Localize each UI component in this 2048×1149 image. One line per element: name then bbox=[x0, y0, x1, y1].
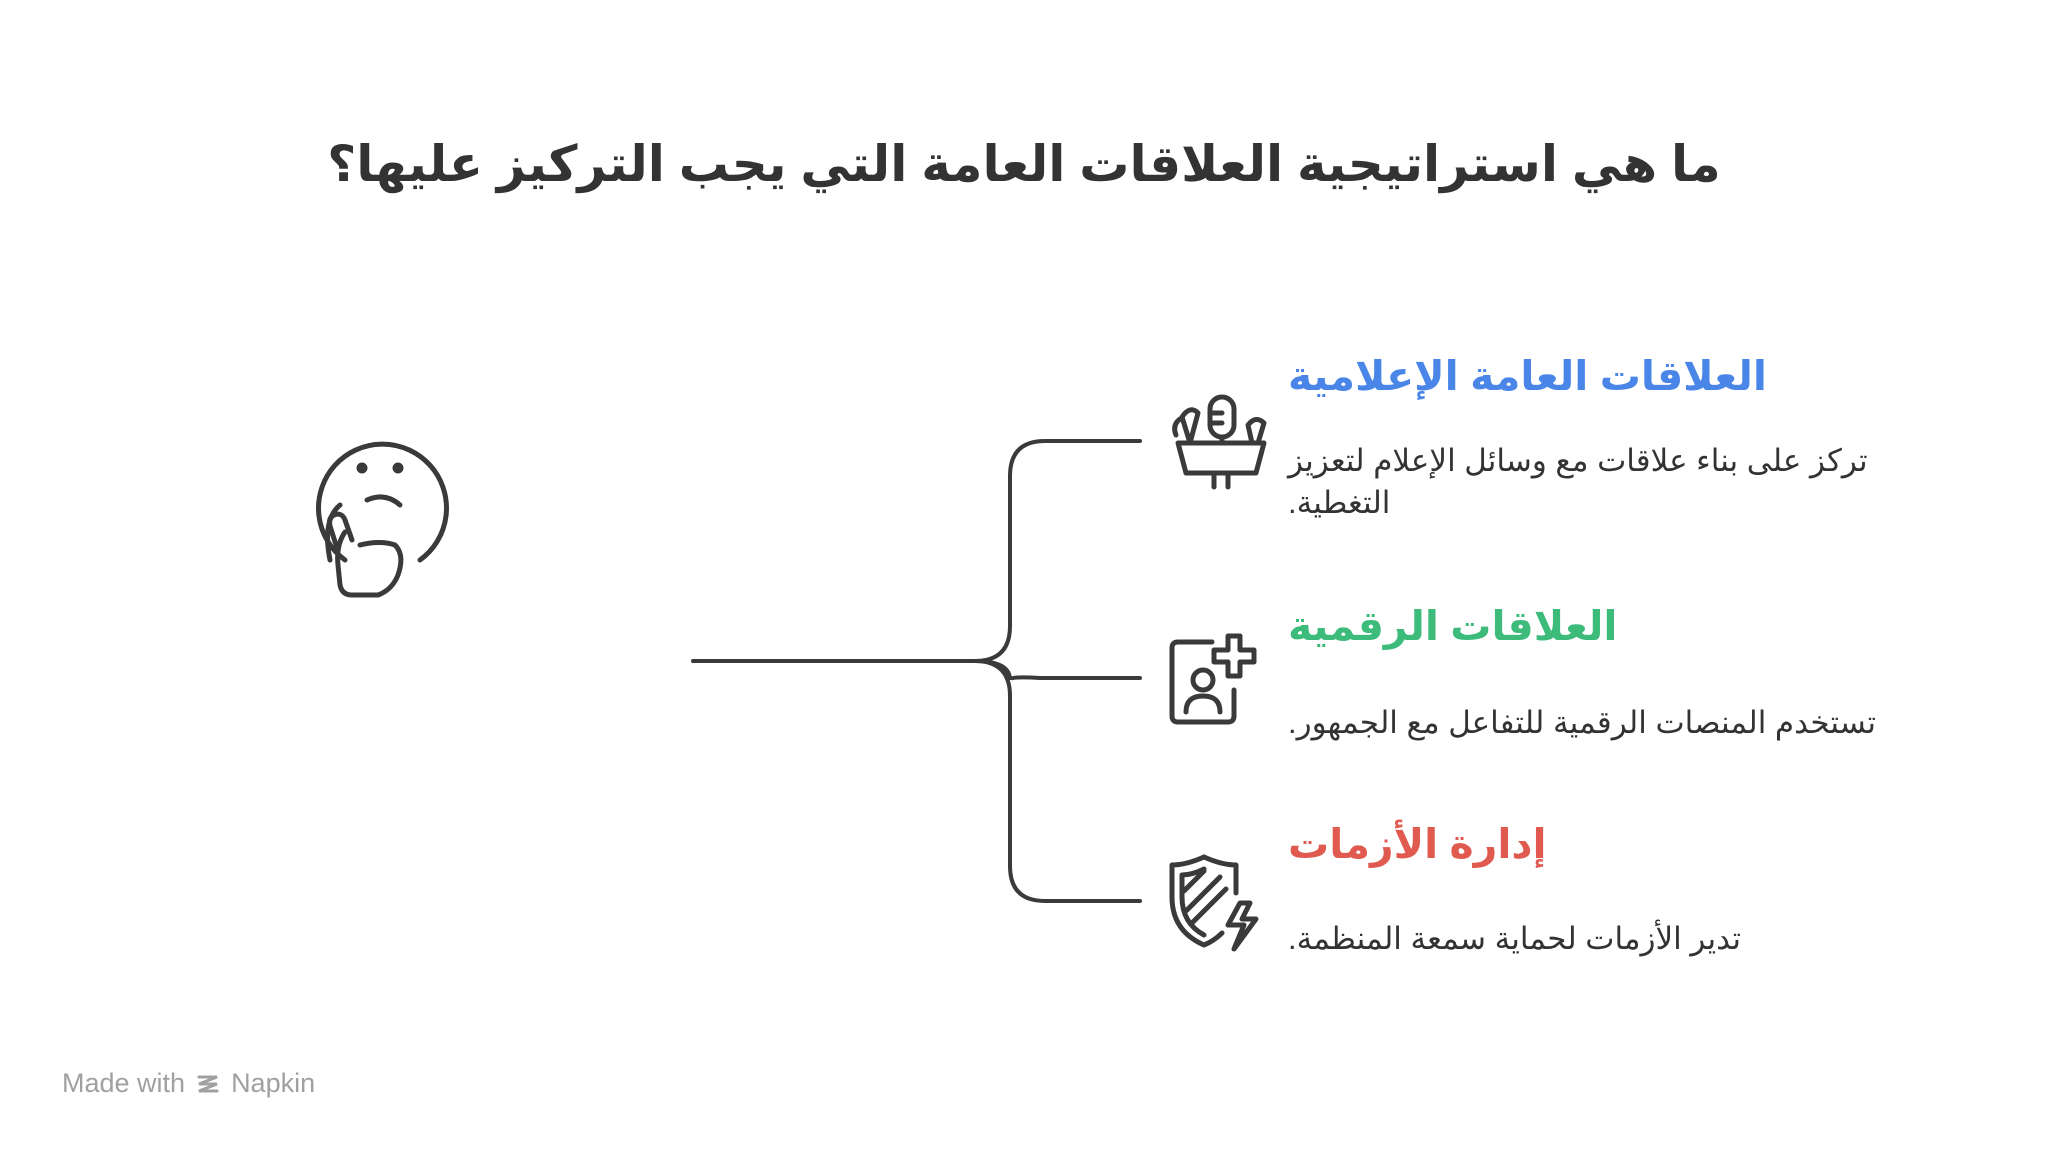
user-plus-icon bbox=[1172, 636, 1254, 722]
branch-title-crisis: إدارة الأزمات bbox=[1288, 821, 1547, 867]
branch-title-digital: العلاقات الرقمية bbox=[1288, 603, 1618, 649]
branch-desc-crisis: تدير الأزمات لحماية سمعة المنظمة. bbox=[1288, 921, 1742, 956]
branch-title-media: العلاقات العامة الإعلامية bbox=[1288, 353, 1767, 399]
napkin-brand-text: Napkin bbox=[231, 1068, 316, 1098]
thinking-face-icon bbox=[319, 444, 447, 595]
branch-desc-media: تركز على بناء علاقات مع وسائل الإعلام لتعزيز التغطية. bbox=[1288, 443, 1868, 520]
branch-desc-digital: تستخدم المنصات الرقمية للتفاعل مع الجمهور. bbox=[1288, 705, 1877, 740]
connector-lines bbox=[693, 441, 1140, 901]
napkin-logo-icon bbox=[195, 1071, 221, 1097]
napkin-footer bbox=[62, 1068, 315, 1099]
shield-lightning-icon bbox=[1172, 857, 1256, 949]
made-with-text: Made with bbox=[62, 1068, 186, 1098]
page-title: ما هي استراتيجية العلاقات العامة التي يجب التركيز عليها؟ bbox=[327, 136, 1721, 192]
podium-microphone-icon bbox=[1175, 397, 1264, 487]
